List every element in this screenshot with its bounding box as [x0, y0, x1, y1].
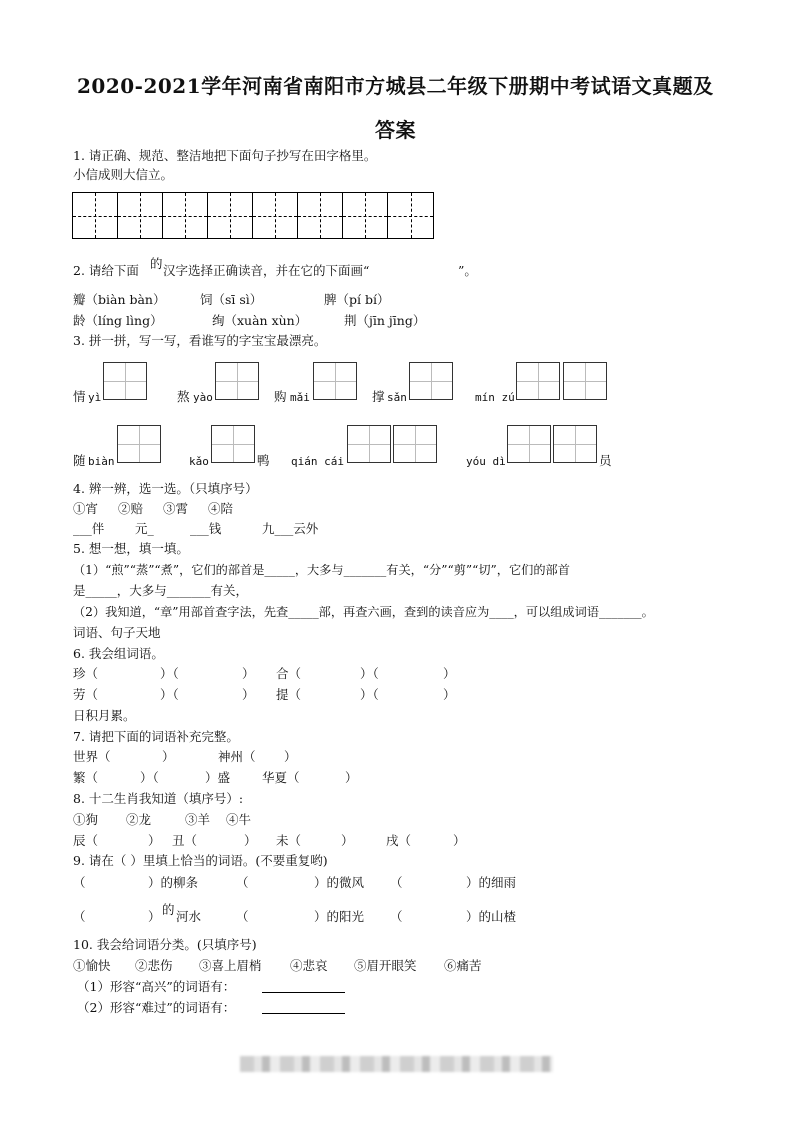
q10-prompt: 10. 我会给词语分类。(只填序号) — [73, 937, 257, 952]
q2-item: 脾（pí bí） — [324, 292, 390, 307]
q3-pinyin: mǎi — [290, 391, 310, 404]
q3-pinyin: mín zú — [475, 391, 515, 404]
q2-item: 瓣（biàn bàn） — [73, 292, 166, 307]
section-heading: 词语、句子天地 — [73, 625, 161, 640]
q9-part: ）的山楂 — [466, 909, 517, 924]
q3-pinyin: yì — [88, 391, 102, 404]
q7-part: ） — [345, 770, 358, 785]
q3-hanzi: 鸭 — [257, 453, 270, 468]
q8-option: ①狗 — [73, 812, 99, 827]
q3-hanzi: 情 — [73, 389, 86, 404]
q8-option: ④牛 — [226, 812, 252, 827]
q9-part: ）的柳条 — [148, 875, 199, 890]
q9-part: （ — [236, 875, 249, 890]
q2-prompt-d: ”。 — [458, 263, 477, 278]
q7-part: ）（ — [140, 770, 159, 785]
tianzige-cell[interactable] — [73, 193, 118, 238]
tianzige-box[interactable] — [553, 425, 597, 463]
q2-prompt-a: 2. 请给下面 — [73, 263, 139, 278]
q10-sub: （2）形容“难过”的词语有： — [77, 1000, 236, 1015]
q8-part: ） — [453, 833, 466, 848]
q3-hanzi: 随 — [73, 453, 86, 468]
tianzige-box[interactable] — [347, 425, 391, 463]
q3-pinyin: yóu dì — [466, 455, 506, 468]
q3-hanzi: 撑 — [372, 389, 385, 404]
q6-part: 劳（ — [73, 687, 99, 702]
q7-part: ）盛 — [205, 770, 231, 785]
q2-prompt-c: 汉字选择正确读音，并在它的下面画“ — [163, 263, 370, 278]
tianzige-box[interactable] — [211, 425, 255, 463]
q7-part: ） — [162, 749, 175, 764]
q5-line: 是_____，大多与_______有关， — [73, 583, 249, 598]
q4-option: ④陪 — [208, 501, 234, 516]
q8-option: ③羊 — [185, 812, 211, 827]
q4-blank[interactable]: 九___云外 — [262, 521, 319, 536]
q7-part: 神州（ — [218, 749, 256, 764]
q10-option: ⑤眉开眼笑 — [354, 958, 417, 973]
q10-option: ②悲伤 — [135, 958, 173, 973]
tianzige-cell[interactable] — [118, 193, 163, 238]
q9-part: （ — [73, 909, 86, 924]
q9-part: （ — [390, 909, 403, 924]
q10-option: ④悲哀 — [290, 958, 328, 973]
tianzige-box[interactable] — [563, 362, 607, 400]
tianzige-box[interactable] — [409, 362, 453, 400]
q10-option: ①愉快 — [73, 958, 111, 973]
tianzige-box[interactable] — [117, 425, 161, 463]
q5-prompt: 5. 想一想，填一填。 — [73, 541, 189, 556]
q9-part: （ — [390, 875, 403, 890]
tianzige-cell[interactable] — [208, 193, 253, 238]
q5-line: （2）我知道，“章”用部首查字法，先查_____部，再查六画，查到的读音应为____，可以组成词语_______。 — [73, 605, 654, 619]
q8-option: ②龙 — [126, 812, 152, 827]
q2-item: 绚（xuàn xùn） — [212, 313, 308, 328]
q4-blank[interactable]: ___伴 — [73, 521, 105, 536]
blurred-footer-watermark — [240, 1056, 553, 1072]
q8-part: ） — [148, 833, 161, 848]
q7-part: 世界（ — [73, 749, 111, 764]
q9-part: ）的微风 — [314, 875, 365, 890]
q1-prompt: 1. 请正确、规范、整洁地把下面句子抄写在田字格里。 — [73, 148, 377, 163]
q6-part: ） — [242, 666, 255, 681]
tianzige-cell[interactable] — [343, 193, 388, 238]
q6-part: ） — [242, 687, 255, 702]
answer-line[interactable] — [262, 992, 345, 993]
q7-part: ） — [284, 749, 297, 764]
q9-part: ）的阳光 — [314, 909, 365, 924]
tianzige-cell[interactable] — [388, 193, 433, 238]
q3-pinyin: biàn — [88, 455, 115, 468]
q8-part: 戌（ — [386, 833, 412, 848]
q1-writing-grid[interactable] — [72, 192, 434, 239]
q2-item: 饲（sī sì） — [200, 292, 263, 307]
q8-part: ） — [244, 833, 257, 848]
tianzige-box[interactable] — [393, 425, 437, 463]
tianzige-cell[interactable] — [253, 193, 298, 238]
q4-blank[interactable]: 元_ — [135, 521, 154, 536]
q5-line: （1）“煎”“蒸”“煮”，它们的部首是_____，大多与_______有关，“分”“剪”“切”，它们的部首 — [73, 563, 570, 577]
q10-option: ③喜上眉梢 — [199, 958, 262, 973]
q6-part: ） — [443, 666, 456, 681]
q2-prompt-b: 的 — [150, 256, 163, 271]
q6-part: ） — [443, 687, 456, 702]
q3-hanzi: 员 — [599, 453, 612, 468]
q9-part: （ — [73, 875, 86, 890]
q6-part: ）（ — [360, 666, 379, 681]
q4-option: ①宵 — [73, 501, 99, 516]
q3-hanzi: 购 — [274, 389, 287, 404]
q9-part: 的 — [162, 902, 175, 917]
q3-pinyin: yào — [193, 391, 213, 404]
q6-part: ）（ — [360, 687, 379, 702]
q10-option: ⑥痛苦 — [444, 958, 482, 973]
q4-option: ③霄 — [163, 501, 189, 516]
tianzige-box[interactable] — [516, 362, 560, 400]
q4-blank[interactable]: ___钱 — [190, 521, 222, 536]
answer-line[interactable] — [262, 1013, 345, 1014]
page-title: 2020-2021学年河南省南阳市方城县二年级下册期中考试语文真题及 — [77, 74, 714, 98]
q2-item: 荆（jīn jīng） — [344, 313, 426, 328]
q1-sentence: 小信成则大信立。 — [73, 167, 174, 182]
q4-prompt: 4. 辨一辨，选一选。（只填序号） — [73, 481, 258, 496]
q6-prompt: 6. 我会组词语。 — [73, 646, 164, 661]
q8-part: ） — [341, 833, 354, 848]
tianzige-box[interactable] — [215, 362, 259, 400]
tianzige-box[interactable] — [313, 362, 357, 400]
q3-prompt: 3. 拼一拼，写一写，看谁写的字宝宝最漂亮。 — [73, 333, 327, 348]
q3-hanzi: 熬 — [177, 389, 190, 404]
q8-part: 未（ — [276, 833, 302, 848]
tianzige-box[interactable] — [507, 425, 551, 463]
tianzige-cell[interactable] — [298, 193, 343, 238]
q6-part: 提（ — [276, 687, 302, 702]
q8-part: 丑（ — [172, 833, 198, 848]
tianzige-box[interactable] — [103, 362, 147, 400]
section-heading: 日积月累。 — [73, 708, 136, 723]
q4-option: ②赔 — [118, 501, 144, 516]
q9-part: ） — [148, 909, 161, 924]
q7-part: 繁（ — [73, 770, 99, 785]
q9-prompt: 9. 请在（ ）里填上恰当的词语。(不要重复哟) — [73, 853, 328, 868]
q7-prompt: 7. 请把下面的词语补充完整。 — [73, 729, 239, 744]
page-title-continued: 答案 — [375, 118, 416, 142]
q3-pinyin: kǎo — [189, 455, 209, 468]
q3-pinyin: sǎn — [387, 391, 407, 404]
q9-part: 河水 — [176, 909, 202, 924]
q7-part: 华夏（ — [262, 770, 300, 785]
q10-sub: （1）形容“高兴”的词语有： — [77, 979, 236, 994]
q3-pinyin: qián cái — [291, 455, 344, 468]
q9-part: （ — [236, 909, 249, 924]
tianzige-cell[interactable] — [163, 193, 208, 238]
q9-part: ）的细雨 — [466, 875, 517, 890]
q8-prompt: 8. 十二生肖我知道（填序号）: — [73, 791, 244, 806]
q6-part: ）（ — [160, 666, 179, 681]
q6-part: 珍（ — [73, 666, 99, 681]
q8-part: 辰（ — [73, 833, 99, 848]
q6-part: ）（ — [160, 687, 179, 702]
q6-part: 合（ — [276, 666, 302, 681]
q2-item: 龄（líng lìng） — [73, 313, 163, 328]
